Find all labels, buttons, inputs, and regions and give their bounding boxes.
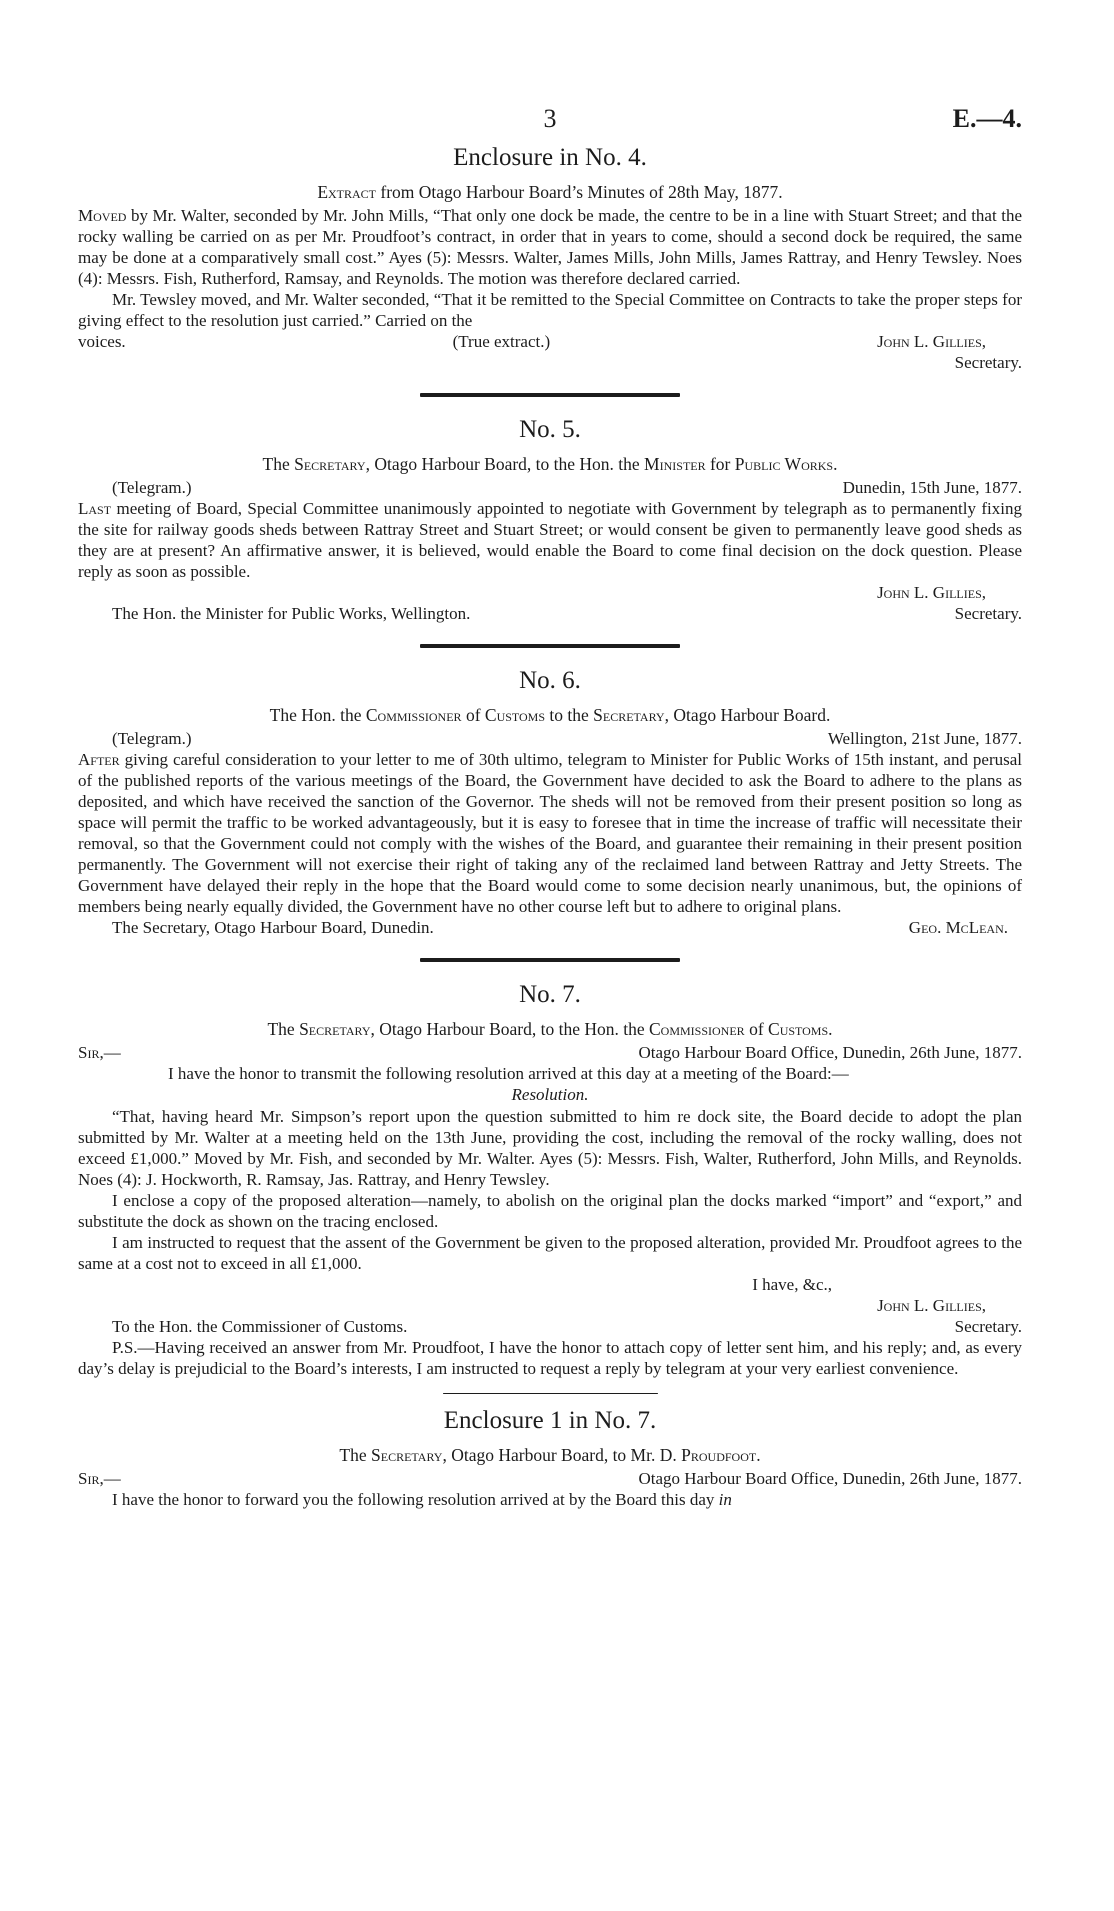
- enclosure1-no7-body-text: I have the honor to forward you the following resolution arrived at by the Board this day: [112, 1490, 715, 1509]
- enclosure1-no7-heading: [78, 1444, 1022, 1466]
- last-label: Last: [78, 499, 112, 518]
- heading-smallcaps: Proudfoot: [681, 1445, 757, 1465]
- letter-no7-signatory: John L. Gillies,: [877, 1296, 986, 1315]
- letter-no7: [78, 980, 1022, 1379]
- letter-no5-addressee: The Hon. the Minister for Public Works, Wellington.: [112, 604, 471, 623]
- extract-label: Extract: [317, 182, 377, 202]
- resolution-heading: Resolution.: [511, 1085, 589, 1104]
- letter-no5-signatory-title: Secretary.: [954, 604, 1022, 623]
- heading-smallcaps: Secretary: [299, 1019, 371, 1039]
- letter-no7-title: No. 7.: [519, 981, 581, 1008]
- heading-text: of: [749, 1019, 764, 1039]
- letter-no6-body-text: giving careful consideration to your letter to me of 30th ultimo, telegram to Minister for Public Works of 15th instant, and perusal of the published reports of the various meetings of the Board, the Government have decided to ask the Board to adhere to the plans as deposited, and which have received the sanction of the Governor. The sheds will not be removed from their present position so long as space will permit the traffic to be worked advantageously, but it is easy to foresee that in time the increase of traffic will necessitate their removal, so that the Government could not comply with the wishes of the Board, and guarantee their remaining in their present position permanently. The Government will not exercise their right of taking any of the reclaimed land between Rattray and Jetty Streets. The Government have delayed their reply in the hope that the Board would come to some decision nearly unanimous, but, the opinions of members being nearly equally divided, the Government have no other course left but to adhere to original plans.: [78, 750, 1023, 916]
- document-reference: E.—4.: [952, 104, 1022, 133]
- letter-no5-signatory: John L. Gillies,: [877, 583, 986, 602]
- postscript: P.S.—Having received an answer from Mr. Proudfoot, I have the honor to attach copy of letter sent him, and his reply; and, as every day’s delay is prejudicial to the Board’s interests, I am instructed to request a reply by telegram at your very earliest convenience.: [78, 1338, 1022, 1378]
- heading-text: of: [465, 705, 481, 725]
- letter-no6-body: [78, 749, 1022, 917]
- letter-no5-body: [78, 498, 1022, 582]
- letter-no7-meta: [78, 1042, 1022, 1063]
- heading-text: The Hon. the: [269, 705, 362, 725]
- heading-text: The: [267, 1019, 295, 1039]
- heading-text: .: [756, 1445, 761, 1465]
- letter-no7-signatory-title: Secretary.: [954, 1317, 1022, 1336]
- heading-smallcaps: Secretary: [294, 454, 366, 474]
- resolution-text: “That, having heard Mr. Simpson’s report upon the question submitted to him re dock site, the Board decide to adopt the plan submitted by Mr. Walter at a meeting held on the 13th June, providing the cost, including the removal of the rocky walling, does not exceed £1,000.” Moved by Mr. Fish, and seconded by Mr. Walter. Ayes (5): Messrs. Fish, Walter, Rutherford, John Mills, and Reynolds. Noes (4): J. Hockworth, R. Ramsay, Jas. Rattray, and Henry Tewsley.: [78, 1107, 1022, 1189]
- heading-text: .: [833, 454, 838, 474]
- enclosure-no4-title: Enclosure in No. 4.: [453, 144, 647, 171]
- enclosure1-no7-title: Enclosure 1 in No. 7.: [443, 1407, 657, 1434]
- salutation: Sir,—: [78, 1043, 121, 1062]
- letter-no7-heading: [78, 1018, 1022, 1040]
- letter-no7-place-date: Otago Harbour Board Office, Dunedin, 26th June, 1877.: [638, 1043, 1022, 1062]
- heading-smallcaps: Secretary: [593, 705, 665, 725]
- section-divider: [420, 644, 680, 648]
- enclosure1-no7-body: [78, 1489, 1022, 1510]
- letter-no6-meta: [78, 728, 1022, 749]
- heading-smallcaps: Minister: [644, 454, 706, 474]
- enclosure1-no7-meta: [78, 1468, 1022, 1489]
- enclosure1-no7: [78, 1406, 1022, 1510]
- enclosure-no4-signatory-title: Secretary.: [954, 353, 1022, 372]
- voices-text: voices.: [78, 332, 126, 351]
- heading-text: .: [828, 1019, 833, 1039]
- heading-text: , Otago Harbour Board.: [664, 705, 831, 725]
- letter-no5-meta: [78, 477, 1022, 498]
- letter-no7-addressee-row: [78, 1316, 1022, 1337]
- letter-no5-place-date: Dunedin, 15th June, 1877.: [842, 478, 1022, 497]
- heading-smallcaps: Secretary: [371, 1445, 443, 1465]
- letter-no5-closing: [78, 603, 1022, 624]
- section-divider: [420, 958, 680, 962]
- minutes-paragraph-text: by Mr. Walter, seconded by Mr. John Mills, “That only one dock be made, the centre to be in a line with Stuart Street; and that the rocky walling be carried on as per Mr. Proudfoot’s contract, in order that in years to come, should a second dock be required, the same may be done at a comparatively small cost.” Ayes (5): Messrs. Walter, James Mills, John Mills, James Rattray, and Henry Tewsley. Noes (4): Messrs. Fish, Rutherford, Ramsay, and Reynolds. The motion was therefore declared carried.: [78, 206, 1022, 288]
- letter-no5: [78, 415, 1022, 624]
- heading-text: to the: [549, 705, 589, 725]
- telegram-label: (Telegram.): [112, 478, 192, 497]
- section-divider: [420, 393, 680, 397]
- letter-no7-addressee: To the Hon. the Commissioner of Customs.: [112, 1317, 408, 1336]
- enclosure-no4-signatory: John L. Gillies,: [877, 332, 986, 351]
- page-number: 3: [543, 104, 557, 133]
- letter-no6-place-date: Wellington, 21st June, 1877.: [827, 729, 1022, 748]
- heading-smallcaps: Customs: [768, 1019, 829, 1039]
- salutation: Sir,—: [78, 1469, 121, 1488]
- enclosure1-no7-body-italic: in: [718, 1490, 732, 1509]
- heading-text: for: [709, 454, 731, 474]
- moved-label: Moved: [78, 206, 127, 225]
- after-label: After: [78, 750, 120, 769]
- document-page: [78, 0, 1022, 1911]
- true-extract-row: [78, 331, 1022, 352]
- extract-subtitle-text: from Otago Harbour Board’s Minutes of 28th May, 1877.: [380, 182, 783, 202]
- heading-smallcaps: Commissioner: [649, 1019, 745, 1039]
- true-extract-label: (True extract.): [452, 332, 551, 351]
- instructed-paragraph: I am instructed to request that the assent of the Government be given to the proposed alteration, provided Mr. Proudfoot agrees to the same at a cost not to exceed in all £1,000.: [78, 1233, 1022, 1273]
- heading-text: , Otago Harbour Board, to the Hon. the: [365, 454, 640, 474]
- minutes-paragraph: [78, 205, 1022, 289]
- letter-no5-body-text: meeting of Board, Special Committee unanimously appointed to negotiate with Government by telegraph as to permanently fixing the site for railway goods sheds between Rattray Street and Stuart Street; or would consent be given to permanently leave good sheds as they are at present? An affirmative answer, it is believed, would enable the Board to come final decision on the dock question. Please reply as soon as possible.: [78, 499, 1022, 581]
- letter-no6: [78, 666, 1022, 938]
- heading-text: The: [339, 1445, 367, 1465]
- page-header: [78, 0, 1022, 135]
- section-divider-thin: [443, 1393, 658, 1394]
- letter-no5-title: No. 5.: [519, 416, 581, 443]
- letter-no6-title: No. 6.: [519, 667, 581, 694]
- letter-no6-closing: [78, 917, 1022, 938]
- enclosure1-no7-place-date: Otago Harbour Board Office, Dunedin, 26th June, 1877.: [638, 1469, 1022, 1488]
- telegram-label: (Telegram.): [112, 729, 192, 748]
- letter-no6-heading: [78, 704, 1022, 726]
- tewsley-motion-paragraph: Mr. Tewsley moved, and Mr. Walter seconded, “That it be remitted to the Special Committee on Contracts to take the proper steps for giving effect to the resolution just carried.” Carried on the: [78, 290, 1022, 330]
- enclosure-no4: [78, 143, 1022, 373]
- heading-text: , Otago Harbour Board, to the Hon. the: [370, 1019, 645, 1039]
- heading-text: The: [262, 454, 290, 474]
- letter-no7-closing: I have, &c.,: [752, 1275, 832, 1294]
- heading-smallcaps: Customs: [484, 705, 546, 725]
- heading-text: , Otago Harbour Board, to Mr. D.: [442, 1445, 677, 1465]
- letter-no6-addressee: The Secretary, Otago Harbour Board, Dunedin.: [112, 918, 434, 937]
- heading-smallcaps: Public Works: [734, 454, 834, 474]
- letter-no5-heading: [78, 453, 1022, 475]
- letter-no7-intro: I have the honor to transmit the following resolution arrived at this day at a meeting of the Board:—: [168, 1064, 849, 1083]
- letter-no6-signatory: Geo. McLean.: [908, 918, 1008, 937]
- heading-smallcaps: Commissioner: [365, 705, 462, 725]
- enclosure-paragraph: I enclose a copy of the proposed alteration—namely, to abolish on the original plan the docks marked “import” and “export,” and substitute the dock as shown on the tracing enclosed.: [78, 1191, 1022, 1231]
- enclosure-no4-subtitle: [78, 181, 1022, 203]
